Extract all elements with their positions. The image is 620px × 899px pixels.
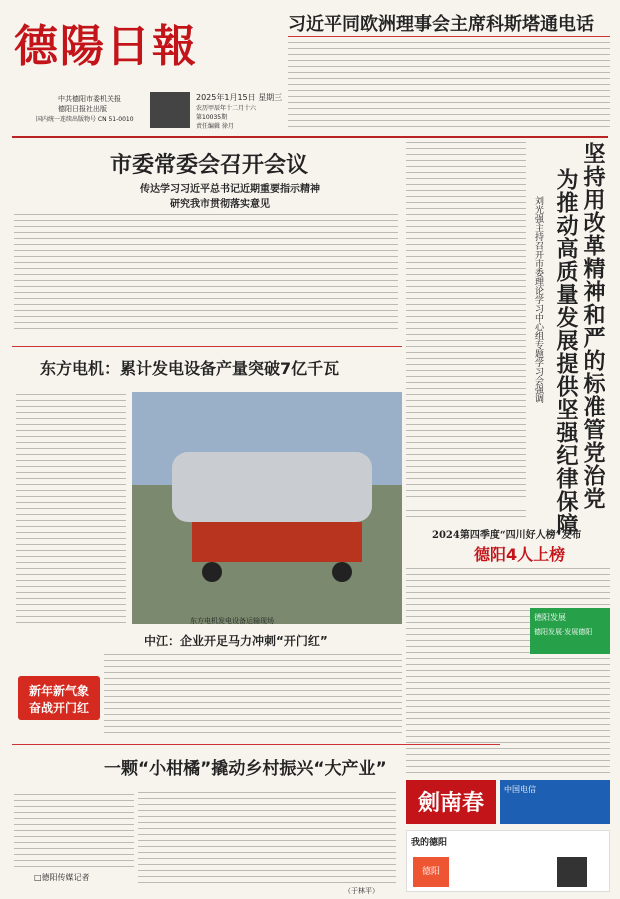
publisher-subtitle: 德阳日报社出版 bbox=[58, 105, 107, 113]
dongfang-article-body bbox=[16, 392, 126, 624]
vertical-headline-1[interactable]: 坚持用改革精神和严的标准管党治党 bbox=[580, 142, 605, 510]
author-note: （于林平） bbox=[344, 887, 379, 895]
sichuan-haoren-kicker: 2024第四季度“四川好人榜”发布 bbox=[432, 530, 582, 541]
xiaoganju-byline: □德阳传媒记者 bbox=[34, 873, 90, 882]
issue-number: 第10035期 bbox=[196, 114, 228, 121]
lunar-date: 农历甲辰年十二月十六 bbox=[196, 105, 257, 112]
issue-date: 2025年1月15日 星期三 bbox=[196, 93, 283, 102]
new-year-line-2: 奋战开门红 bbox=[28, 701, 89, 715]
new-year-line-1: 新年新气象 bbox=[28, 684, 89, 698]
vertical-headline-2[interactable]: 为推动高质量发展提供坚强纪律保障 bbox=[553, 168, 578, 536]
haoren-article-body bbox=[406, 566, 610, 778]
xiaoganju-article-body bbox=[138, 790, 396, 886]
deyang-4-headline[interactable]: 德阳4人上榜 bbox=[474, 545, 566, 564]
qr-code-icon bbox=[557, 857, 587, 887]
zhongjiang-article-body bbox=[104, 652, 402, 736]
xiaoganju-intro bbox=[14, 792, 134, 868]
qr-code-icon bbox=[150, 92, 190, 128]
dongfang-headline[interactable]: 东方电机：累计发电设备产量突破7亿千瓦 bbox=[40, 359, 340, 378]
masthead-title: 德陽日報 bbox=[14, 21, 198, 72]
ad-deyang-development[interactable]: 德阳发展 德阳发展·发展德阳 bbox=[530, 608, 610, 654]
ad-telecom[interactable]: 中国电信 bbox=[500, 780, 610, 824]
top-article-body bbox=[288, 40, 610, 130]
photo-caption: 东方电机发电设备运输现场 bbox=[190, 617, 274, 625]
ad-jiannanchun[interactable]: 劍南春 bbox=[406, 780, 496, 824]
cn-number: 国内统一连续出版物号 CN 51-0010 bbox=[36, 116, 134, 123]
lead-subheadline-2: 研究我市贯彻落实意见 bbox=[170, 199, 270, 210]
new-year-badge bbox=[18, 676, 100, 720]
publisher: 中共德阳市委机关报 bbox=[58, 95, 121, 103]
editor: 责任编辑 徐月 bbox=[196, 123, 234, 130]
xiaoganju-headline[interactable]: 一颗“小柑橘”撬动乡村振兴“大产业” bbox=[104, 759, 387, 779]
my-deyang-app-icon: 德阳 bbox=[413, 857, 449, 887]
lead-headline[interactable]: 市委常委会召开会议 bbox=[110, 153, 309, 178]
lead-subheadline-1: 传达学习习近平总书记近期重要指示精神 bbox=[140, 184, 320, 195]
vertical-article-body bbox=[406, 140, 526, 502]
top-headline[interactable]: 习近平同欧洲理事会主席科斯塔通电话 bbox=[288, 14, 594, 35]
ad-my-deyang[interactable]: 我的德阳 德阳 bbox=[406, 830, 610, 892]
zhongjiang-headline[interactable]: 中江：企业开足马力冲刺“开门红” bbox=[144, 634, 328, 648]
lead-article-body bbox=[14, 212, 398, 334]
dongfang-photo bbox=[132, 392, 402, 624]
vertical-headline-small: 刘光强主持召开市委理论学习中心组专题学习会强调 bbox=[533, 196, 543, 403]
